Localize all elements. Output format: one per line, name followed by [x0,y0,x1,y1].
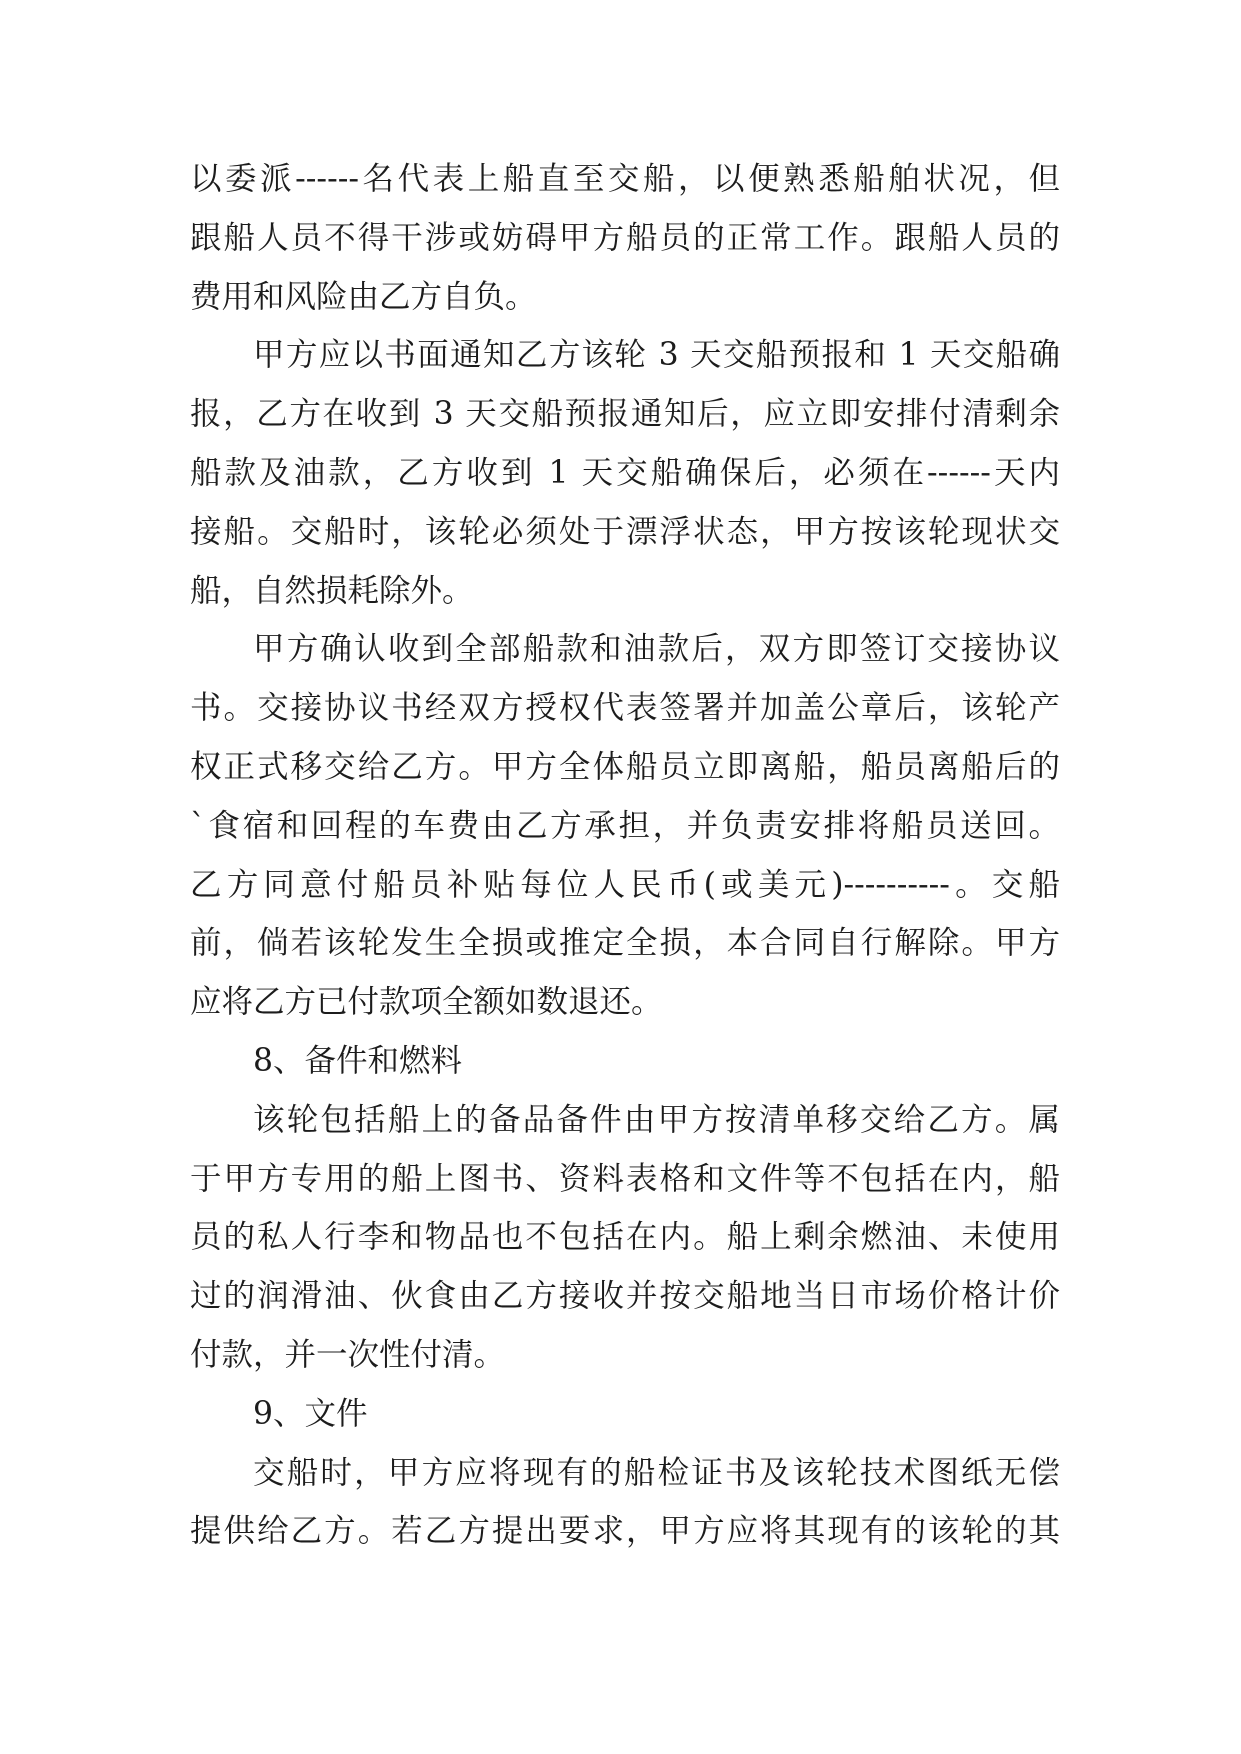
section-heading: 8、备件和燃料 [253,1042,463,1079]
text-line: 提供给乙方。若乙方提出要求，甲方应将其现有的该轮的其 [190,1513,1060,1550]
text-line: 交船时，甲方应将现有的船检证书及该轮技术图纸无偿 [253,1454,1060,1491]
document-body [190,150,1060,1561]
text-line: 费用和风险由乙方自负。 [190,278,537,315]
section-heading: 9、文件 [253,1395,368,1432]
text-line: 甲方确认收到全部船款和油款后，双方即签订交接协议 [253,631,1060,668]
text-line: 船，自然损耗除外。 [190,572,474,609]
text-line: 过的润滑油、伙食由乙方接收并按交船地当日市场价格计价 [190,1278,1060,1315]
text-line: 报，乙方在收到 3 天交船预报通知后，应立即安排付清剩余 [190,396,1060,433]
text-line: `食宿和回程的车费由乙方承担，并负责安排将船员送回。 [190,807,1060,844]
text-line: 应将乙方已付款项全额如数退还。 [190,984,663,1021]
text-line: 付款，并一次性付清。 [190,1336,506,1373]
text-line: 权正式移交给乙方。甲方全体船员立即离船，船员离船后的 [190,748,1060,785]
text-line: 该轮包括船上的备品备件由甲方按清单移交给乙方。属 [253,1101,1060,1138]
text-line: 于甲方专用的船上图书、资料表格和文件等不包括在内，船 [190,1160,1060,1197]
text-line: 接船。交船时，该轮必须处于漂浮状态，甲方按该轮现状交 [190,513,1060,550]
text-line: 员的私人行李和物品也不包括在内。船上剩余燃油、未使用 [190,1219,1060,1256]
text-line: 书。交接协议书经双方授权代表签署并加盖公章后，该轮产 [190,690,1060,727]
text-line: 乙方同意付船员补贴每位人民币(或美元)----------。交船 [190,866,1060,903]
text-line: 前，倘若该轮发生全损或推定全损，本合同自行解除。甲方 [190,925,1060,962]
text-line: 甲方应以书面通知乙方该轮 3 天交船预报和 1 天交船确 [253,337,1060,374]
text-line: 跟船人员不得干涉或妨碍甲方船员的正常工作。跟船人员的 [190,219,1060,256]
text-line: 船款及油款，乙方收到 1 天交船确保后，必须在------天内 [190,454,1060,491]
text-line: 以委派------名代表上船直至交船，以便熟悉船舶状况，但 [190,161,1060,197]
